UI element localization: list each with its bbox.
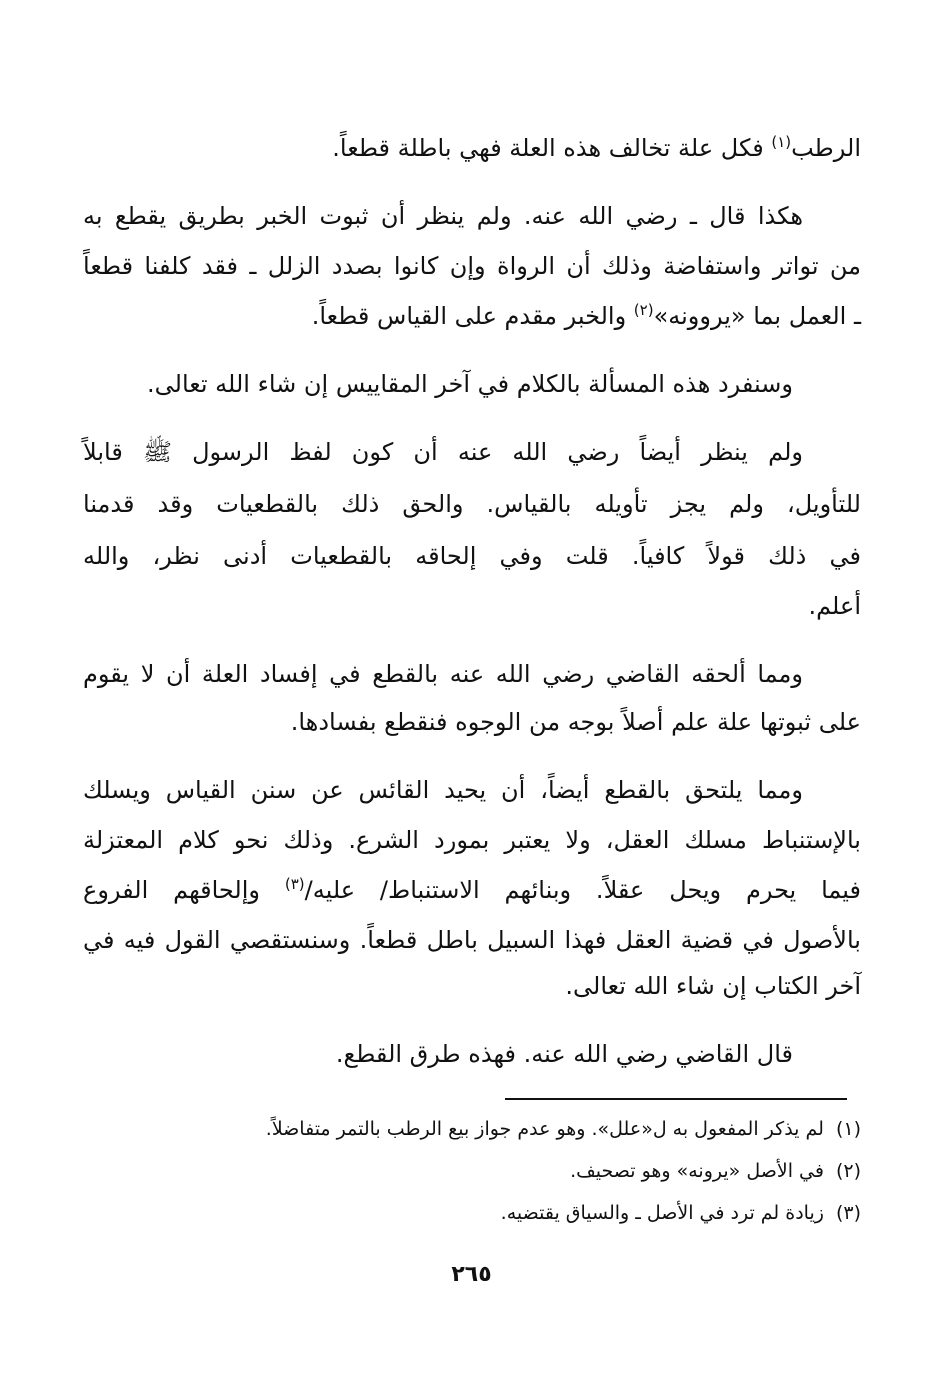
text-run: فكل علة تخالف هذه العلة فهي باطلة قطعاً. — [332, 134, 772, 162]
paragraph-4-line-2: للتأويل، ولم يجز تأويله بالقياس. والحق ذلك بالقطعيات وقد قدمنا — [83, 490, 861, 518]
footnote-marker-3[interactable]: (٣) — [284, 875, 305, 893]
paragraph-6-line-4: بالأصول في قضية العقل فهذا السبيل باطل قطعاً. وسنستقصي القول فيه في — [83, 926, 861, 954]
footnote-marker-1[interactable]: (١) — [771, 133, 792, 151]
paragraph-5-line-2: على ثبوتها علة علم أصلاً بوجه من الوجوه فنقطع بفسادها. — [290, 708, 861, 736]
paragraph-7-line-1: قال القاضي رضي الله عنه. فهذه طرق القطع. — [335, 1040, 793, 1068]
paragraph-5-line-1: ومما ألحقه القاضي رضي الله عنه بالقطع في إفساد العلة أن لا يقوم — [83, 660, 803, 688]
paragraph-6-line-5: آخر الكتاب إن شاء الله تعالى. — [565, 972, 861, 1000]
paragraph-6-line-1: ومما يلتحق بالقطع أيضاً، أن يحيد القائس عن سنن القياس ويسلك — [83, 776, 803, 804]
footnote-number: (١) — [835, 1118, 861, 1140]
paragraph-6-line-3 — [83, 870, 861, 910]
text-run: وإلحاقهم الفروع — [83, 876, 285, 904]
text-run: ـ العمل بما «يروونه» — [653, 302, 861, 330]
footnote-number: (٢) — [835, 1160, 861, 1182]
paragraph-1-line-1 — [83, 128, 861, 168]
text-run: والخبر مقدم على القياس قطعاً. — [311, 302, 634, 330]
paragraph-6-line-2: بالإستنباط مسلك العقل، ولا يعتبر بمورد الشرع. وذلك نحو كلام المعتزلة — [83, 826, 861, 854]
footnote-1 — [83, 1114, 861, 1144]
footnote-text: في الأصل «يرونه» وهو تصحيف. — [570, 1160, 824, 1182]
page-number: ٢٦٥ — [451, 1262, 492, 1287]
paragraph-2-line-1: هكذا قال ـ رضي الله عنه. ولم ينظر أن ثبوت الخبر بطريق يقطع به — [83, 202, 803, 230]
text-run: فيما يحرم ويحل عقلاً. وبنائهم الاستنباط/ عليه/ — [304, 876, 861, 904]
footnote-3 — [83, 1198, 861, 1228]
footnote-separator — [505, 1098, 847, 1100]
footnote-text: زيادة لم ترد في الأصل ـ والسياق يقتضيه. — [500, 1202, 824, 1224]
paragraph-4-line-1: ولم ينظر أيضاً رضي الله عنه أن كون لفظ الرسول ﷺ قابلاً — [83, 438, 803, 466]
paragraph-3-line-1: وسنفرد هذه المسألة بالكلام في آخر المقاييس إن شاء الله تعالى. — [147, 370, 793, 398]
text-run: الرطب — [791, 134, 861, 162]
paragraph-4-line-3: في ذلك قولاً كافياً. قلت وفي إلحاقه بالقطعيات أدنى نظر، والله — [83, 542, 861, 570]
footnote-marker-2[interactable]: (٢) — [633, 301, 654, 319]
footnote-number: (٣) — [835, 1202, 861, 1224]
footnote-2 — [83, 1156, 861, 1186]
paragraph-4-line-4: أعلم. — [808, 592, 861, 620]
footnote-text: لم يذكر المفعول به ل«علل». وهو عدم جواز بيع الرطب بالتمر متفاضلاً. — [265, 1118, 824, 1140]
paragraph-2-line-2: من تواتر واستفاضة وذلك أن الرواة وإن كانوا بصدد الزلل ـ فقد كلفنا قطعاً — [83, 252, 861, 280]
paragraph-2-line-3 — [83, 296, 861, 336]
